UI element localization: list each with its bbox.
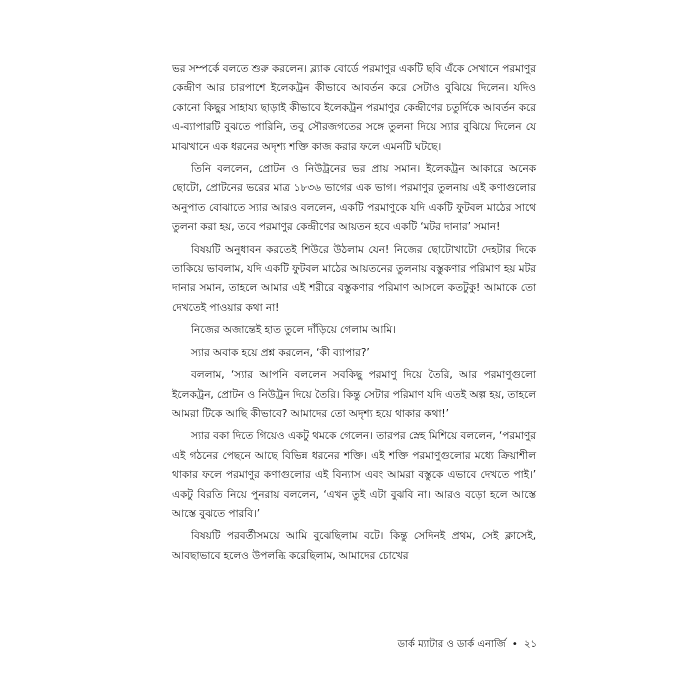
footer-book-title: ডার্ক ম্যাটার ও ডার্ক এনার্জি <box>397 639 506 650</box>
paragraph-7: স্যার বকা দিতে গিয়েও একটু থমকে গেলেন। তারপর স্নেহ মিশিয়ে বললেন, ‘পরমাণুর এই গঠনের পেছনে আছে বিভিন্ন ধরনের শক্তি। এই শক্তি পরমাণুগুলোর মধ্যে ক্রিয়াশীল থাকার ফলে পরমাণুর কণাগুলোর এই বিন্যাস এবং আমরা বস্তুকে এভাবে দেখতে পাই।’ একটু বিরতি নিয়ে পুনরায় বললেন, ‘এখন তুই এটা বুঝবি না। আরও বড়ো হলে আস্তে আস্তে বুঝতে পারবি।’ <box>172 430 536 520</box>
paragraph-1: ভর সম্পর্কে বলতে শুরু করলেন। ব্ল্যাক বোর্ডে পরমাণুর একটি ছবি এঁকে সেখানে পরমাণুর কেন্দ্রীণ আর চারপাশে ইলেকট্রন কীভাবে আবর্তন করে সেটাও বুঝিয়ে দিলেন। যদিও কোনো কিছুর সাহায্য ছাড়াই কীভাবে ইলেকট্রন পরমাণুর কেন্দ্রীণের চতুর্দিকে আবর্তন করে এ-ব্যাপারটি বুঝতে পারিনি, তবু সৌরজগতের সঙ্গে তুলনা দিয়ে স্যার বুঝিয়ে দিলেন যে মাঝখানে এক ধরনের অদৃশ্য শক্তি কাজ করার ফলে এমনটি ঘটছে। <box>172 63 536 153</box>
body-text <box>172 60 536 569</box>
footer-bullet: • <box>511 639 518 650</box>
paragraph-6: বললাম, ‘স্যার আপনি বললেন সবকিছু পরমাণু দিয়ে তৈরি, আর পরমাণুগুলো ইলেকট্রন, প্রোটন ও নিউট্রন দিয়ে তৈরি। কিন্তু সেটার পরিমাণ যদি এতই অল্প হয়, তাহলে আমরা টিকে আছি কীভাবে? আমাদের তো অদৃশ্য হয়ে থাকার কথা!’ <box>172 369 536 420</box>
paragraph-5: স্যার অবাক হয়ে প্রশ্ন করলেন, ‘কী ব্যাপার?’ <box>191 346 370 359</box>
paragraph-3: বিষয়টি অনুধাবন করতেই শিউরে উঠলাম যেন! নিজের ছোটোখাটো দেহটার দিকে তাকিয়ে ভাবলাম, যদি একটি ফুটবল মাঠের আয়তনের তুলনায় বস্তুকণার পরিমাণ হয় মটর দানার সমান, তাহলে আমার এই শরীরে বস্তুকণার পরিমাণ আসলে কতটুকু! আমাকে তো দেখতেই পাওয়ার কথা না! <box>172 243 536 314</box>
page-number: ২১ <box>524 639 537 650</box>
paragraph-4: নিজের অজান্তেই হাত তুলে দাঁড়িয়ে গেলাম আমি। <box>191 324 396 337</box>
paragraph-8: বিষয়টি পরবর্তীসময়ে আমি বুঝেছিলাম বটে। কিন্তু সেদিনই প্রথম, সেই ক্লাসেই, আবছাভাবে হলেও উপলব্ধি করেছিলাম, আমাদের চোখের <box>172 530 536 562</box>
paragraph-2: তিনি বললেন, প্রোটন ও নিউট্রনের ভর প্রায় সমান। ইলেকট্রন আকারে অনেক ছোটো, প্রোটনের ভরের মাত্র ১৮৩৬ ভাগের এক ভাগ। পরমাণুর তুলনায় এই কণাগুলোর অনুপাত বোঝাতে স্যার আরও বললেন, একটি পরমাণুকে যদি একটি ফুটবল মাঠের সাথে তুলনা করা হয়, তবে পরমাণুর কেন্দ্রীণের আয়তন হবে একটি ‘মটর দানার’ সমান! <box>172 163 536 234</box>
running-footer <box>398 638 537 652</box>
